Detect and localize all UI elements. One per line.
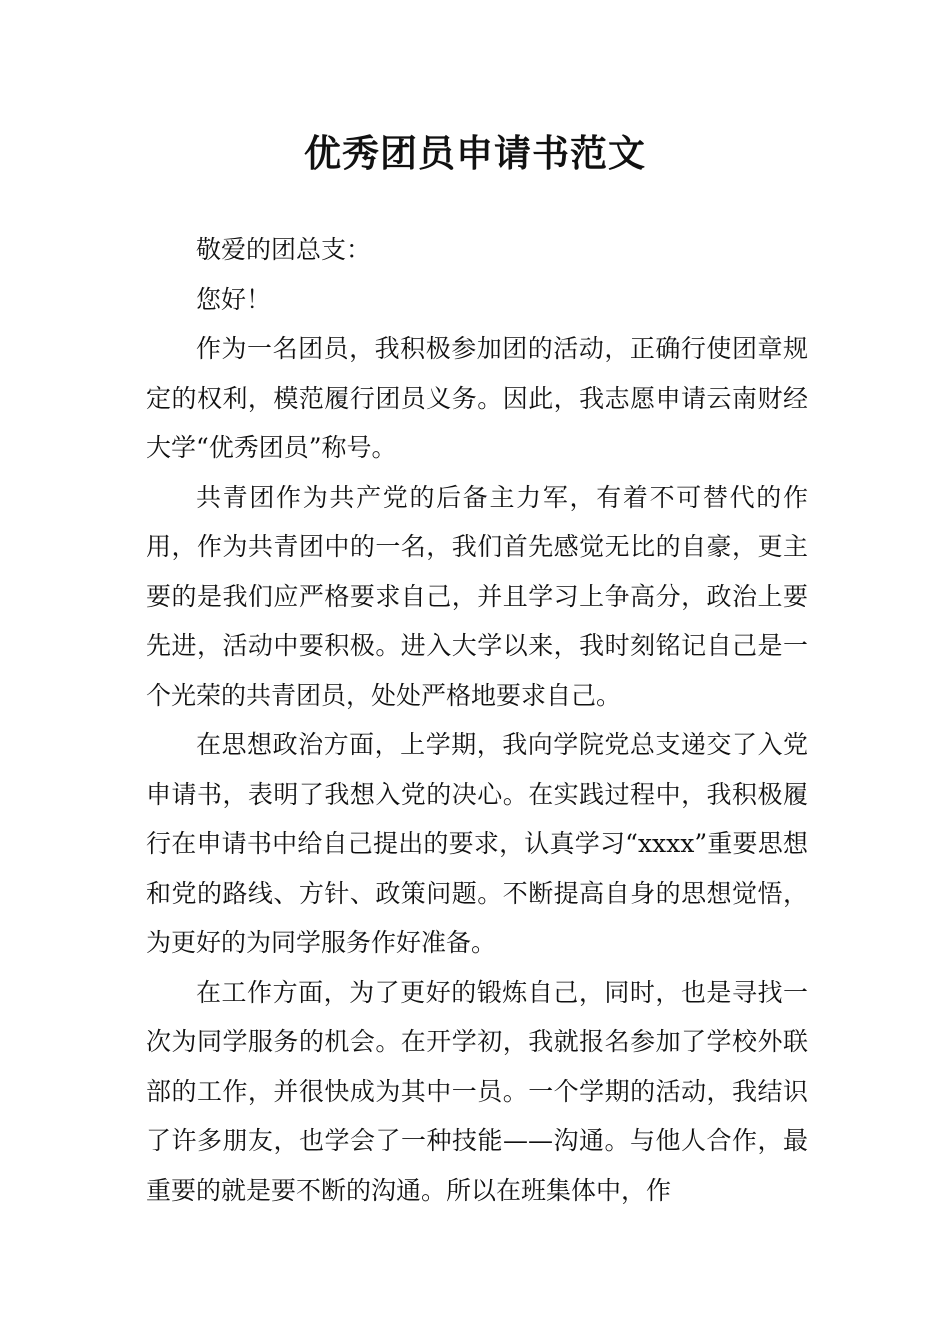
paragraph-youth-league: 共青团作为共产党的后备主力军，有着不可替代的作用，作为共青团中的一名，我们首先感觉无比的自豪，更主要的是我们应严格要求自己，并且学习上争高分，政治上要先进，活动中要积极。进入大学以来，我时刻铭记自己是一个光荣的共青团员，处处严格地要求自己。: [146, 482, 808, 710]
salutation: 敬爱的团总支：: [196, 235, 372, 264]
paragraph-work: 在工作方面，为了更好的锻炼自己，同时，也是寻找一次为同学服务的机会。在开学初，我就报名参加了学校外联部的工作，并很快成为其中一员。一个学期的活动，我结识了许多朋友，也学会了一种技能——沟通。与他人合作，最重要的就是要不断的沟通。所以在班集体中，作: [146, 977, 808, 1205]
paragraph-political: 在思想政治方面，上学期，我向学院党总支递交了入党申请书，表明了我想入党的决心。在实践过程中，我积极履行在申请书中给自己提出的要求，认真学习“xxxx”重要思想和党的路线、方针、政策问题。不断提高自身的思想觉悟，为更好的为同学服务作好准备。: [146, 730, 808, 957]
document-body: [146, 225, 808, 1215]
paragraph-intro: 作为一名团员，我积极参加团的活动，正确行使团章规定的权利，模范履行团员义务。因此，我志愿申请云南财经大学“优秀团员”称号。: [146, 334, 808, 462]
document-title: 优秀团员申请书范文: [304, 131, 646, 175]
greeting: 您好！: [196, 284, 272, 314]
